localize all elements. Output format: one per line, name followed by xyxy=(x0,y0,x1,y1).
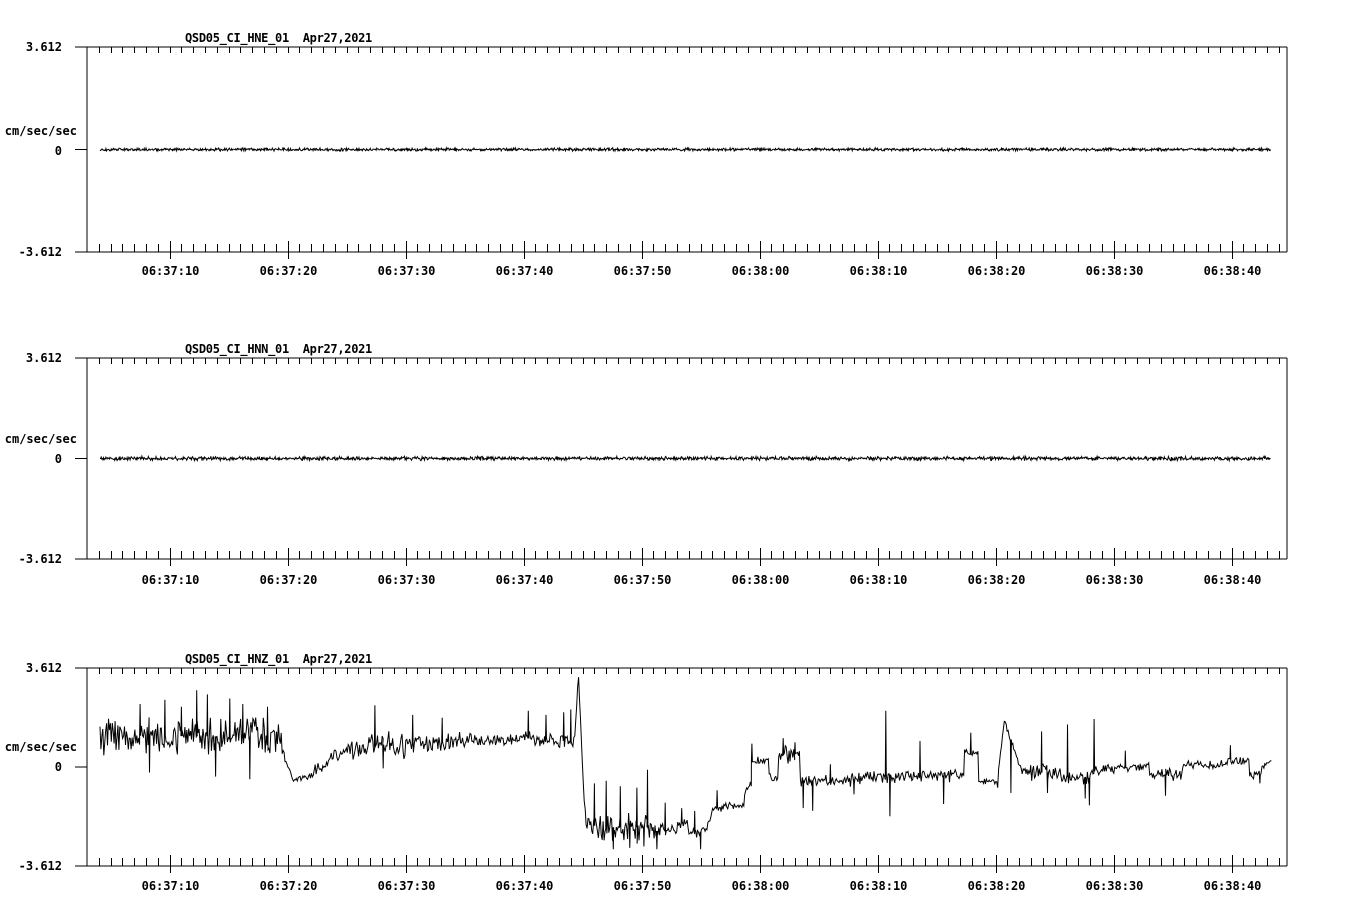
trace-hnn xyxy=(100,456,1271,461)
x-tick-label: 06:38:20 xyxy=(967,573,1026,587)
subplot-hne-unit-label: cm/sec/sec xyxy=(4,124,77,138)
x-tick-label: 06:38:10 xyxy=(849,573,908,587)
x-tick-label: 06:37:40 xyxy=(495,264,554,278)
x-tick-label: 06:37:20 xyxy=(259,573,318,587)
x-tick-label: 06:37:20 xyxy=(259,264,318,278)
x-tick-label: 06:38:30 xyxy=(1085,264,1144,278)
subplot-hne-ymin-label: -3.612 xyxy=(18,245,62,259)
x-tick-label: 06:37:10 xyxy=(141,573,200,587)
subplot-hnn-title: QSD05_CI_HNN_01 Apr27,2021 xyxy=(185,342,372,356)
x-tick-label: 06:37:40 xyxy=(495,573,554,587)
x-tick-label: 06:37:20 xyxy=(259,879,318,893)
x-tick-label: 06:38:00 xyxy=(731,264,790,278)
subplot-hne xyxy=(75,47,1287,278)
x-tick-label: 06:38:40 xyxy=(1203,573,1262,587)
x-tick-label: 06:37:50 xyxy=(613,573,672,587)
subplot-hnn-ymin-label: -3.612 xyxy=(18,552,62,566)
x-tick-label: 06:38:30 xyxy=(1085,573,1144,587)
x-tick-label: 06:37:50 xyxy=(613,264,672,278)
x-tick-label: 06:38:10 xyxy=(849,879,908,893)
subplot-hne-ymax-label: 3.612 xyxy=(25,40,62,54)
x-tick-label: 06:37:40 xyxy=(495,879,554,893)
subplot-hnz-title: QSD05_CI_HNZ_01 Apr27,2021 xyxy=(185,652,372,666)
x-tick-label: 06:38:20 xyxy=(967,879,1026,893)
x-tick-label: 06:38:40 xyxy=(1203,264,1262,278)
subplot-hnz-yzero-label: 0 xyxy=(54,760,62,774)
x-tick-label: 06:37:50 xyxy=(613,879,672,893)
subplot-hne-yzero-label: 0 xyxy=(54,144,62,158)
x-tick-label: 06:38:10 xyxy=(849,264,908,278)
subplot-hne-title: QSD05_CI_HNE_01 Apr27,2021 xyxy=(185,31,372,45)
x-tick-label: 06:38:00 xyxy=(731,879,790,893)
x-tick-label: 06:38:20 xyxy=(967,264,1026,278)
subplot-hnz-ymax-label: 3.612 xyxy=(25,661,62,675)
x-tick-label: 06:38:40 xyxy=(1203,879,1262,893)
x-tick-label: 06:37:30 xyxy=(377,264,436,278)
x-tick-label: 06:37:10 xyxy=(141,264,200,278)
x-tick-label: 06:38:30 xyxy=(1085,879,1144,893)
subplot-hnn xyxy=(75,358,1287,587)
trace-hnz xyxy=(100,677,1271,849)
x-tick-label: 06:37:30 xyxy=(377,879,436,893)
subplot-hnz xyxy=(75,668,1287,893)
subplot-hnz-ymin-label: -3.612 xyxy=(18,859,62,873)
x-tick-label: 06:38:00 xyxy=(731,573,790,587)
subplot-hnz-unit-label: cm/sec/sec xyxy=(4,740,77,754)
minor-ticks xyxy=(100,668,1280,866)
subplot-hnn-ymax-label: 3.612 xyxy=(25,351,62,365)
trace-hne xyxy=(100,148,1271,152)
x-tick-label: 06:37:10 xyxy=(141,879,200,893)
subplot-hnn-unit-label: cm/sec/sec xyxy=(4,432,77,446)
x-tick-label: 06:37:30 xyxy=(377,573,436,587)
subplot-hnn-yzero-label: 0 xyxy=(54,452,62,466)
